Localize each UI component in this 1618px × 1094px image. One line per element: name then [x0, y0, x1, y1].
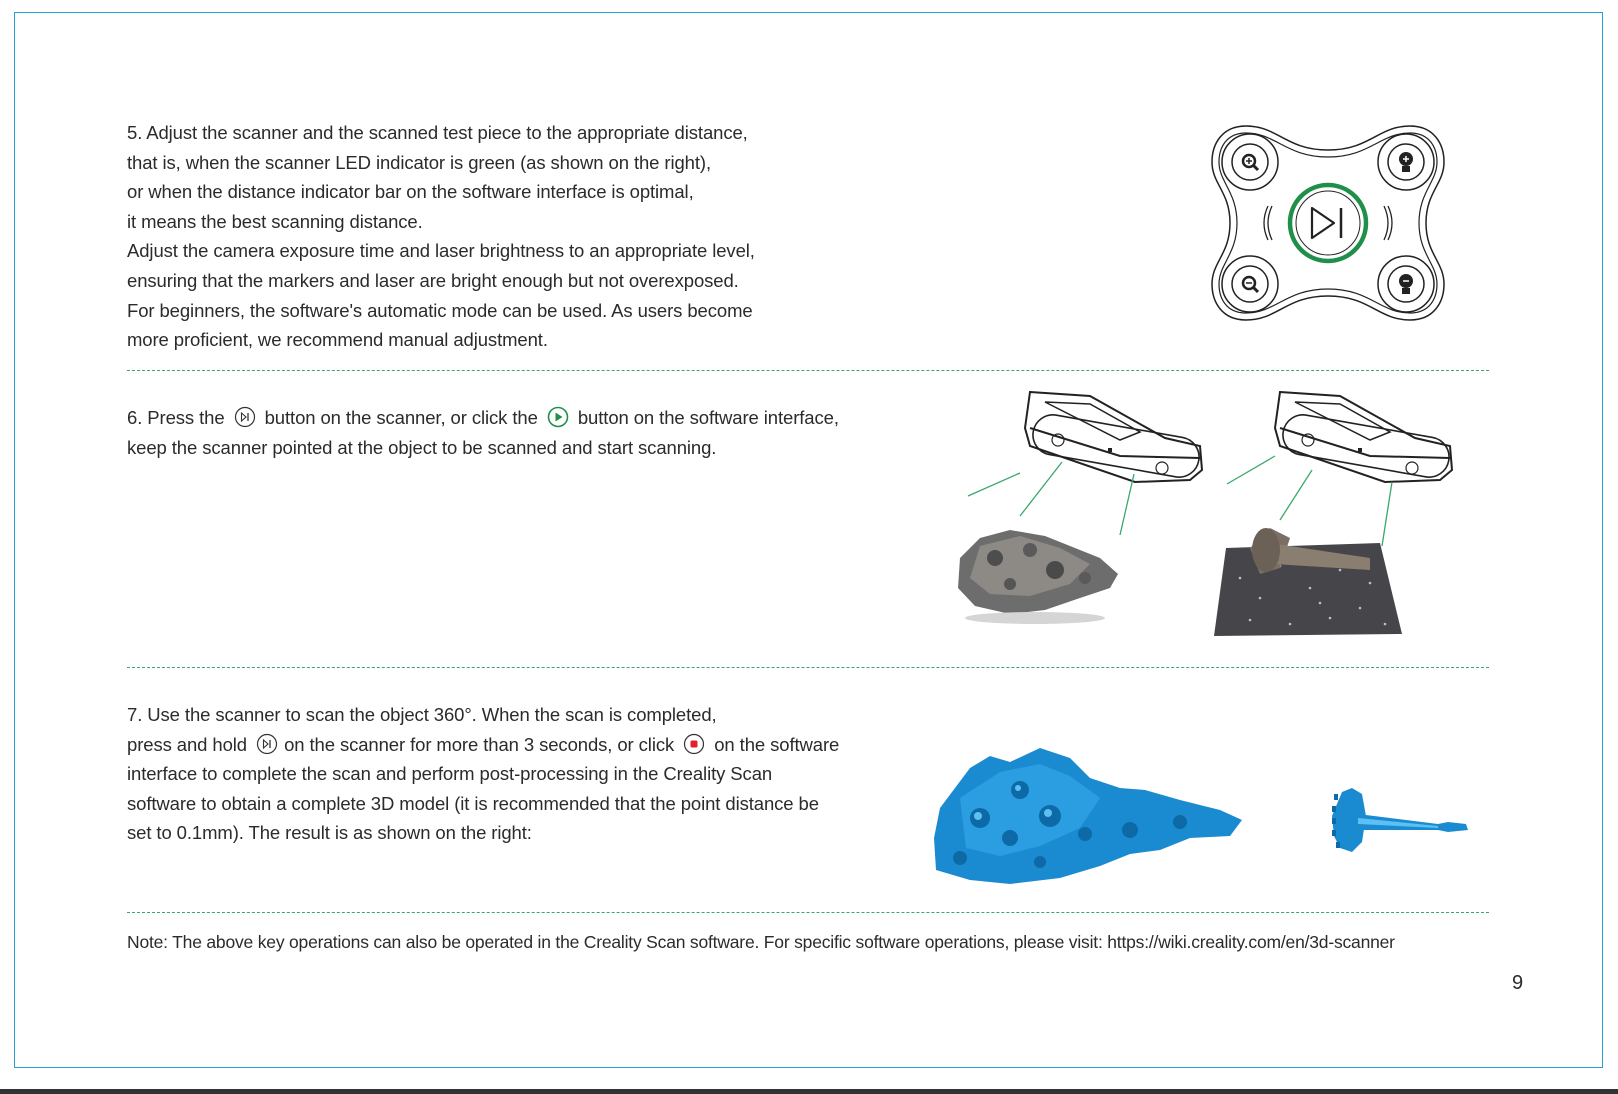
step7-line1: 7. Use the scanner to scan the object 360°. When the scan is completed,	[127, 704, 717, 725]
scanned-casting-3d-model	[930, 738, 1245, 888]
stop-icon	[683, 733, 705, 755]
step6-line2: keep the scanner pointed at the object to be scanned and start scanning.	[127, 436, 717, 458]
metal-casting-part	[958, 530, 1118, 624]
step7-text-a: press and hold	[127, 733, 247, 755]
step6-text-b: button on the scanner, or click the	[264, 407, 538, 428]
section-divider	[127, 912, 1489, 913]
step7-text-b: on the scanner for more than 3 seconds, or click	[284, 733, 675, 755]
step5-line: Adjust the camera exposure time and laser brightness to an appropriate level,	[127, 240, 755, 262]
scanner-with-gear-illustration	[1220, 388, 1480, 643]
scanned-gear-3d-model	[1328, 786, 1470, 856]
step5-line: ensuring that the markers and laser are bright enough but not overexposed.	[127, 269, 739, 291]
scanner-button-panel-illustration	[1208, 122, 1448, 324]
step7-line5: set to 0.1mm). The result is as shown on the right:	[127, 822, 532, 844]
section-divider	[127, 667, 1489, 668]
step6-text-a: 6. Press the	[127, 407, 225, 428]
step7-line4: software to obtain a complete 3D model (it is recommended that the point distance be	[127, 792, 819, 814]
step5-line: that is, when the scanner LED indicator is green (as shown on the right),	[127, 151, 711, 173]
zoom-in-icon	[1222, 134, 1278, 190]
step5-line: 5. Adjust the scanner and the scanned test piece to the appropriate distance,	[127, 122, 748, 143]
brightness-down-icon	[1378, 256, 1434, 312]
play-icon	[547, 406, 569, 428]
step5-line: or when the distance indicator bar on the software interface is optimal,	[127, 181, 694, 203]
play-pause-icon	[1290, 185, 1366, 261]
gear-on-marker-mat	[1214, 528, 1402, 636]
note-text: Note: The above key operations can also be operated in the Creality Scan software. For specific software operations, please visit: https://wiki.creality.com/en/3d-scanner	[127, 932, 1395, 952]
handheld-scanner-icon	[1275, 392, 1452, 482]
brightness-up-icon	[1378, 134, 1434, 190]
step6-text-c: button on the software interface,	[577, 407, 839, 428]
step5-line: more proficient, we recommend manual adjustment.	[127, 329, 548, 351]
step7-text-c: on the software	[714, 733, 840, 755]
step6-text	[127, 403, 839, 462]
step7-text	[127, 700, 839, 848]
play-pause-icon	[256, 733, 278, 755]
zoom-out-icon	[1222, 256, 1278, 312]
step5-line: For beginners, the software's automatic mode can be used. As users become	[127, 299, 753, 321]
page-number: 9	[1512, 972, 1524, 994]
step5-line: it means the best scanning distance.	[127, 210, 423, 232]
bottom-bar	[0, 1089, 1618, 1094]
section-divider	[127, 370, 1489, 371]
step7-line3: interface to complete the scan and perform post-processing in the Creality Scan	[127, 763, 773, 785]
handheld-scanner-icon	[1025, 392, 1202, 482]
step5-text	[127, 118, 755, 355]
scanner-with-casting-illustration	[950, 388, 1210, 638]
play-pause-icon	[234, 406, 256, 428]
